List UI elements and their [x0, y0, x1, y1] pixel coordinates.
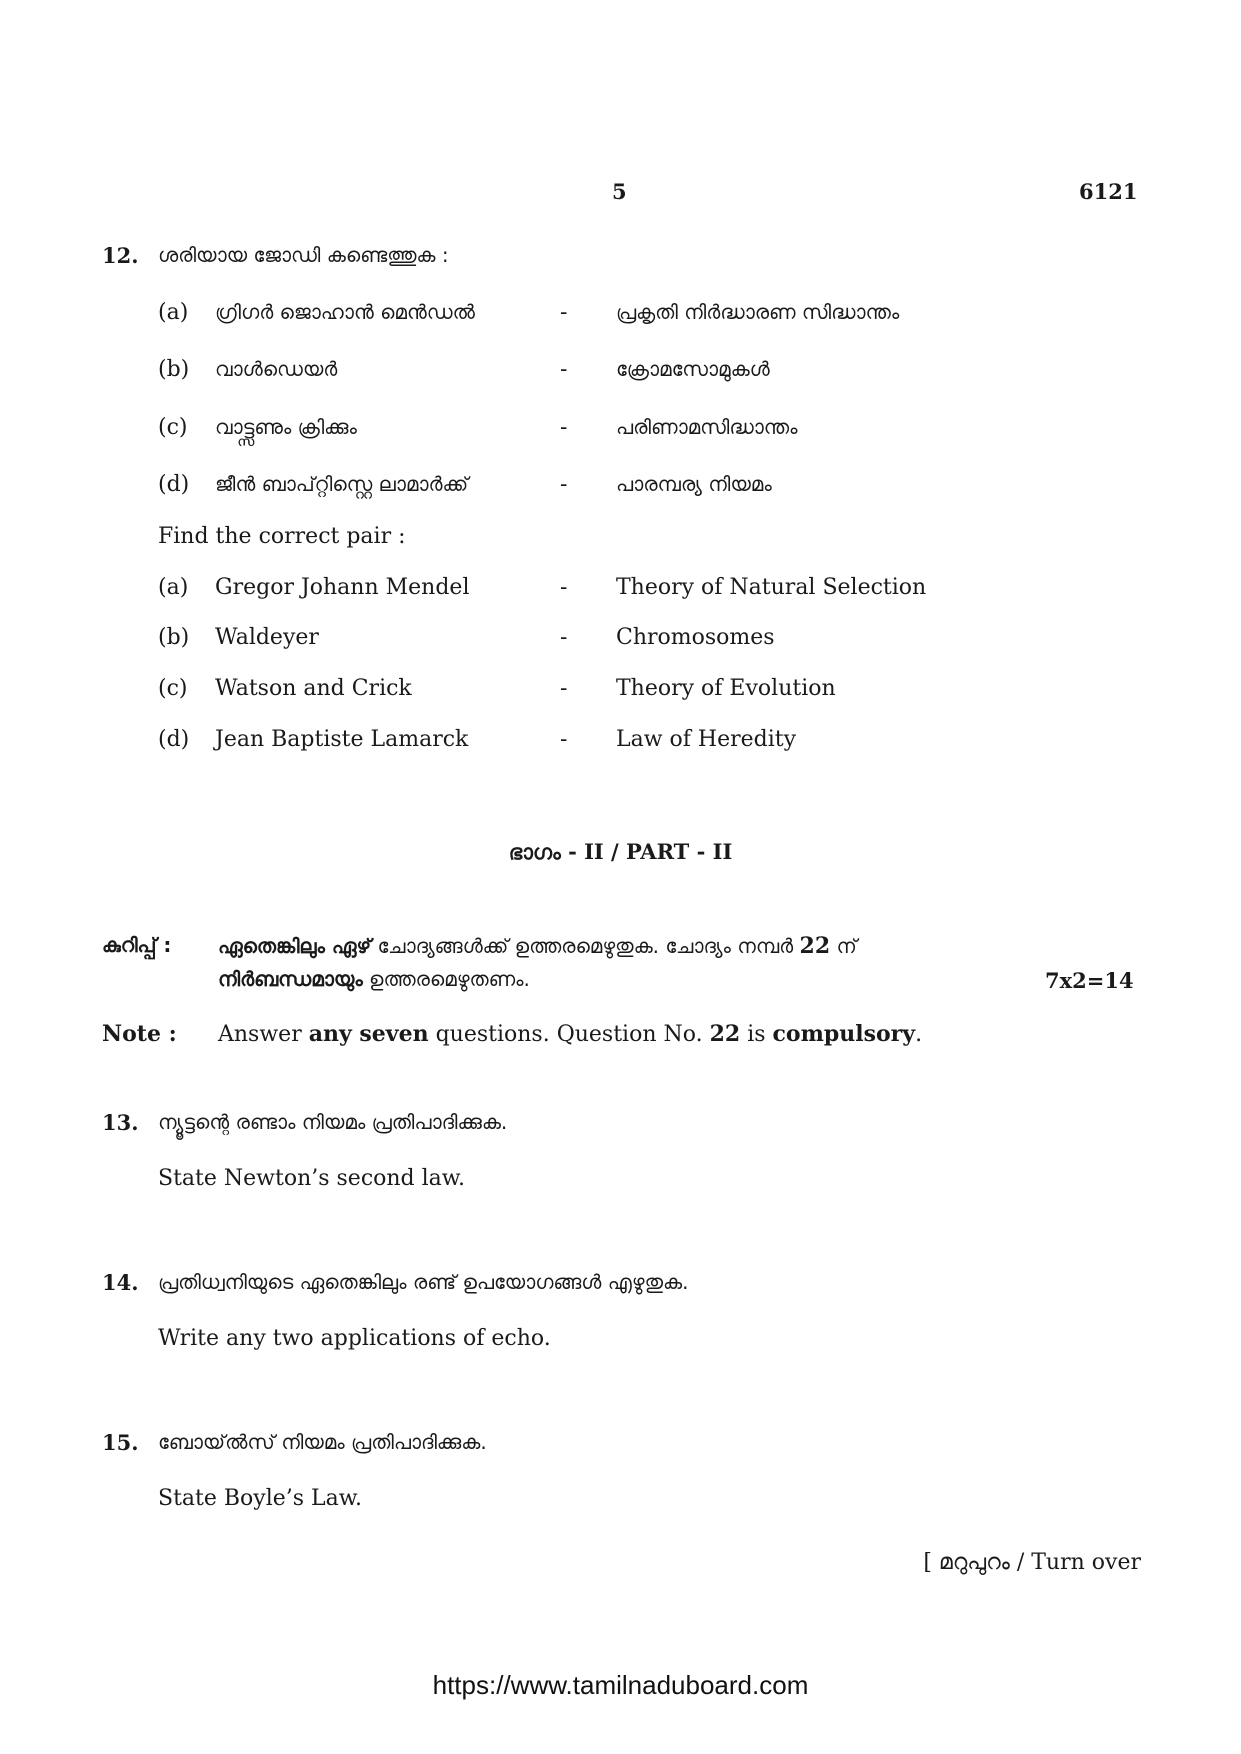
note-text: questions. Question No.	[428, 1022, 710, 1047]
pair-left: ജീൻ ബാപ്റ്റിസ്റ്റെ ലാമാർക്ക്	[215, 472, 469, 496]
q12-question-english: Find the correct pair :	[158, 524, 406, 549]
pair-left: Gregor Johann Mendel	[215, 575, 470, 600]
pair-left: Watson and Crick	[215, 676, 412, 701]
part-heading: ഭാഗം - II / PART - II	[508, 839, 733, 864]
marks-allocation: 7x2=14	[1045, 968, 1134, 993]
paper-code: 6121	[1079, 179, 1138, 204]
note-text: Answer	[218, 1022, 309, 1047]
note-question-number: 22	[709, 1021, 741, 1047]
pair-dash: -	[560, 575, 568, 600]
pair-right: പരിണാമസിദ്ധാന്തം	[616, 415, 798, 439]
q14-malayalam: പ്രതിധ്വനിയുടെ ഏതെങ്കിലും രണ്ട് ഉപയോഗങ്ങൾ എഴുതുക.	[158, 1270, 689, 1294]
pair-left: ഗ്രിഗർ ജൊഹാൻ മെൻഡൽ	[215, 300, 475, 324]
note-label-english: Note :	[102, 1021, 177, 1047]
question-number-13: 13.	[102, 1110, 139, 1135]
page-number: 5	[612, 179, 627, 204]
pair-left: വാട്ട്സണും ക്രിക്കും	[215, 415, 357, 439]
pair-right: ക്രോമസോമുകൾ	[616, 357, 770, 381]
q14-english: Write any two applications of echo.	[158, 1326, 551, 1351]
pair-dash: -	[560, 676, 568, 701]
pair-label: (c)	[158, 676, 188, 701]
note-text: ഉത്തരമെഴുതണം.	[362, 967, 530, 991]
q15-malayalam: ബോയ്‌ൽസ് നിയമം പ്രതിപാദിക്കുക.	[158, 1430, 487, 1454]
question-number-12: 12.	[102, 243, 139, 268]
pair-label: (a)	[158, 300, 189, 325]
q15-english: State Boyle’s Law.	[158, 1486, 362, 1511]
pair-label: (d)	[158, 472, 190, 497]
pair-right: പ്രകൃതി നിർദ്ധാരണ സിദ്ധാന്തം	[616, 300, 900, 324]
pair-label: (b)	[158, 625, 190, 650]
q13-malayalam: ന്യൂട്ടന്റെ രണ്ടാം നിയമം പ്രതിപാദിക്കുക.	[158, 1110, 508, 1134]
pair-dash: -	[560, 727, 568, 752]
note-line-2-malayalam	[218, 967, 530, 991]
pair-label: (d)	[158, 727, 190, 752]
note-emphasis: നിർബന്ധമായും	[218, 967, 363, 991]
note-label-malayalam: കുറിപ്പ് :	[102, 933, 172, 957]
pair-right: Theory of Natural Selection	[616, 575, 927, 600]
note-emphasis: any seven	[308, 1021, 429, 1047]
note-text: ന്	[830, 934, 857, 958]
pair-right: Theory of Evolution	[616, 676, 836, 701]
pair-left: Waldeyer	[215, 625, 319, 650]
note-text: .	[915, 1022, 923, 1047]
question-number-15: 15.	[102, 1430, 139, 1455]
turn-over-note: [ മറുപുറം / Turn over	[923, 1550, 1141, 1575]
pair-right: പാരമ്പര്യ നിയമം	[616, 472, 772, 496]
pair-left: Jean Baptiste Lamarck	[215, 727, 469, 752]
note-line-english	[218, 1021, 922, 1047]
q12-question-malayalam: ശരിയായ ജോഡി കണ്ടെത്തുക :	[158, 243, 449, 267]
pair-dash: -	[560, 472, 568, 497]
note-text: ചോദ്യങ്ങൾക്ക് ഉത്തരമെഴുതുക. ചോദ്യം നമ്പർ	[371, 934, 800, 958]
pair-dash: -	[560, 357, 568, 382]
pair-left: വാൾഡെയർ	[215, 357, 338, 381]
pair-dash: -	[560, 300, 568, 325]
pair-dash: -	[560, 625, 568, 650]
pair-label: (b)	[158, 357, 190, 382]
note-line-1-malayalam	[218, 933, 857, 959]
note-text: is	[740, 1022, 773, 1047]
footer-url: https://www.tamilnaduboard.com	[432, 1670, 809, 1700]
note-question-number: 22	[799, 933, 831, 959]
pair-right: Chromosomes	[616, 625, 775, 650]
pair-label: (a)	[158, 575, 189, 600]
pair-dash: -	[560, 415, 568, 440]
question-number-14: 14.	[102, 1270, 139, 1295]
q13-english: State Newton’s second law.	[158, 1166, 466, 1191]
pair-right: Law of Heredity	[616, 727, 797, 752]
note-emphasis: ഏതെങ്കിലും ഏഴ്	[218, 934, 372, 958]
note-emphasis: compulsory	[772, 1021, 916, 1047]
pair-label: (c)	[158, 415, 188, 440]
